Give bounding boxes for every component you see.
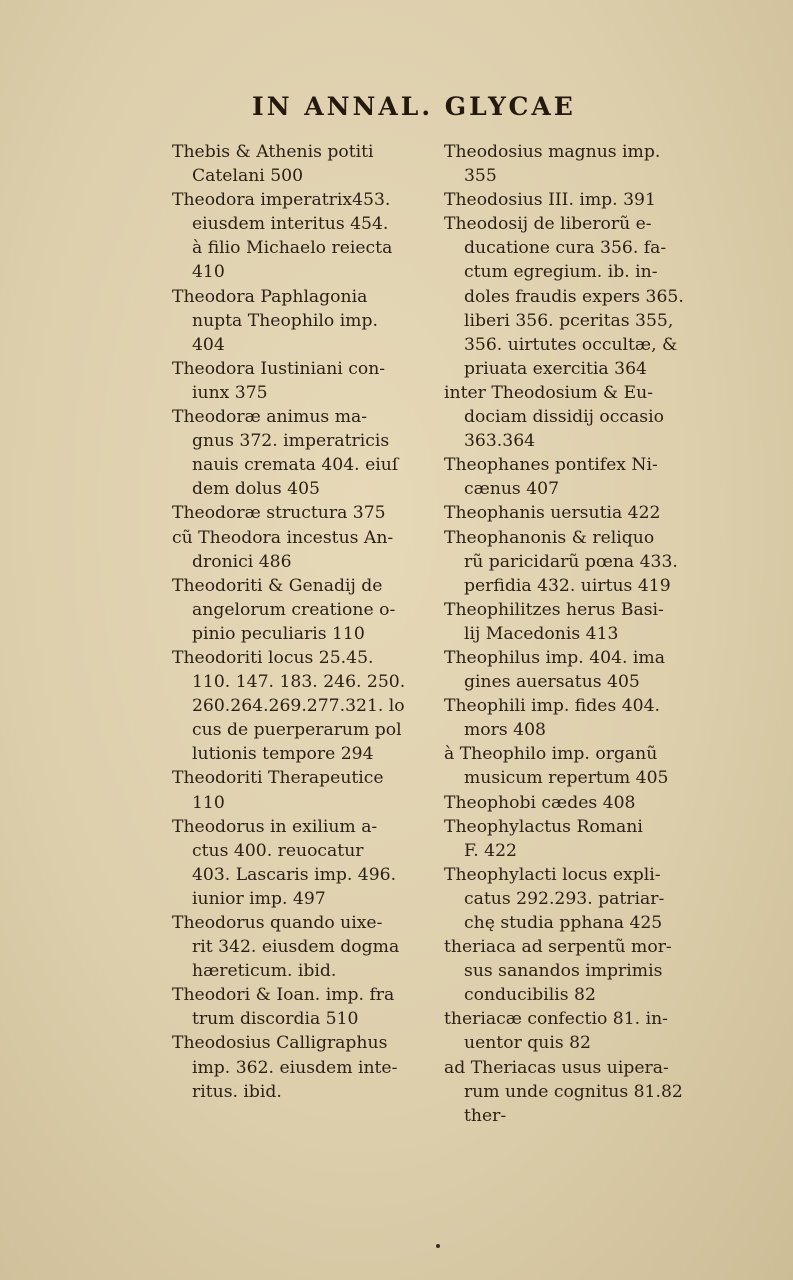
index-line: nupta Theophilo imp. xyxy=(192,310,378,331)
index-line: angelorum creatione o- xyxy=(192,599,396,620)
index-line: rum unde cognitus 81.82 xyxy=(464,1081,683,1102)
index-line: chę studia pphana 425 xyxy=(464,913,663,933)
index-line: rũ paricidarũ pœna 433. xyxy=(464,551,678,572)
index-entry xyxy=(444,1007,706,1055)
index-entry xyxy=(444,694,706,742)
index-line: Theodoriti locus 25.45. xyxy=(172,647,374,668)
index-line: liberi 356. pceritas 355, xyxy=(464,310,674,331)
index-line: Theophylactus Romani xyxy=(444,816,643,837)
index-line: Thebis & Athenis potiti xyxy=(172,142,374,162)
index-line: sus sanandos imprimis xyxy=(464,961,663,982)
index-entry xyxy=(444,815,706,863)
index-line: Theophanes pontifex Ni- xyxy=(444,455,658,476)
index-line: rit 342. eiusdem dogma xyxy=(192,937,400,958)
index-line: Theodoræ structura 375 xyxy=(172,503,386,524)
index-line: F. 422 xyxy=(464,840,517,861)
index-line: Theophilus imp. 404. ima xyxy=(444,647,665,668)
footer-dot xyxy=(436,1244,440,1248)
index-line: 260.264.269.277.321. lo xyxy=(192,696,405,717)
index-line: Theodora Paphlagonia xyxy=(172,286,368,307)
index-line: Theodori & Ioan. imp. fra xyxy=(172,985,395,1006)
index-line: theriaca ad serpentũ mor- xyxy=(444,937,672,958)
index-entry xyxy=(172,1031,434,1103)
index-line: ritus. ibid. xyxy=(192,1081,282,1102)
index-line: ad Theriacas usus uipera- xyxy=(444,1057,669,1078)
index-entry xyxy=(444,453,706,501)
index-line: theriacæ confectio 81. in- xyxy=(444,1009,668,1030)
index-line: Theodosius III. imp. 391 xyxy=(444,190,656,211)
index-line: 404 xyxy=(192,334,225,355)
index-entry xyxy=(444,1056,706,1128)
index-line: 110. 147. 183. 246. 250. xyxy=(192,672,406,693)
index-entry xyxy=(444,188,706,212)
index-line: Theodorus quando uixe- xyxy=(172,913,383,933)
index-entry xyxy=(444,935,706,1007)
index-line: Theophanis uersutia 422 xyxy=(444,503,661,524)
index-entry xyxy=(444,140,706,188)
index-line: Theophobi cædes 408 xyxy=(444,792,636,813)
index-line: Theophanonis & reliquo xyxy=(444,527,655,548)
index-line: imp. 362. eiusdem inte- xyxy=(192,1057,398,1078)
index-column-right xyxy=(444,140,706,1128)
index-entry xyxy=(172,766,434,814)
index-entry xyxy=(172,501,434,525)
index-entry xyxy=(444,791,706,815)
index-line: ctus 400. reuocatur xyxy=(192,840,364,861)
index-line: gines auersatus 405 xyxy=(464,672,640,693)
index-line: doles fraudis expers 365. xyxy=(464,286,684,307)
index-line: catus 292.293. patriar- xyxy=(464,888,665,909)
index-line: Theodoriti Therapeutice xyxy=(172,768,384,789)
index-line: uentor quis 82 xyxy=(464,1033,591,1054)
index-line: priuata exercitia 364 xyxy=(464,358,647,379)
index-entry xyxy=(172,815,434,911)
index-line: Theodoræ animus ma- xyxy=(172,407,368,428)
index-line: Theodorus in exilium a- xyxy=(172,816,378,837)
index-line: 356. uirtutes occultæ, & xyxy=(464,334,678,355)
index-entry xyxy=(444,526,706,598)
index-line: Theodosij de liberorũ e- xyxy=(444,214,652,235)
index-line: lutionis tempore 294 xyxy=(192,744,374,765)
index-line: Theodora imperatrix453. xyxy=(172,190,391,211)
index-entry xyxy=(172,574,434,646)
index-line: pinio peculiaris 110 xyxy=(192,623,365,644)
index-line: nauis cremata 404. eiuſ xyxy=(192,455,399,476)
index-line: à Theophilo imp. organũ xyxy=(444,744,658,765)
index-line: iunx 375 xyxy=(192,382,268,403)
index-entry xyxy=(172,285,434,357)
index-line: Theophylacti locus expli- xyxy=(444,864,661,885)
index-line: iunior imp. 497 xyxy=(192,888,326,909)
index-line: mors 408 xyxy=(464,720,546,741)
index-entry xyxy=(172,983,434,1031)
index-line: Theophili imp. fides 404. xyxy=(444,696,660,717)
index-entry xyxy=(444,212,706,381)
index-entry xyxy=(172,405,434,501)
index-entry xyxy=(172,911,434,983)
index-line: musicum repertum 405 xyxy=(464,768,669,789)
index-line: à filio Michaelo reiecta xyxy=(192,238,393,259)
index-line: Theodoriti & Genadij de xyxy=(172,575,383,596)
index-line: conducibilis 82 xyxy=(464,985,596,1006)
index-line: cus de puerperarum pol xyxy=(192,720,402,741)
index-line: lij Macedonis 413 xyxy=(464,623,619,644)
index-line: Theodosius Calligraphus xyxy=(172,1033,388,1054)
index-entry xyxy=(444,598,706,646)
index-line: dociam dissidij occasio xyxy=(464,407,664,428)
index-line: dem dolus 405 xyxy=(192,479,320,500)
index-column-left xyxy=(172,140,434,1104)
index-line: Catelani 500 xyxy=(192,166,304,187)
index-line: 403. Lascaris imp. 496. xyxy=(192,864,397,885)
index-line: ducatione cura 356. fa- xyxy=(464,238,667,259)
index-line: ctum egregium. ib. in- xyxy=(464,262,658,283)
index-line: inter Theodosium & Eu- xyxy=(444,382,654,403)
index-entry xyxy=(444,381,706,453)
index-entry xyxy=(172,357,434,405)
index-entry xyxy=(444,863,706,935)
index-entry xyxy=(444,501,706,525)
index-line: perfidia 432. uirtus 419 xyxy=(464,575,671,596)
index-entry xyxy=(444,742,706,790)
index-line: hæreticum. ibid. xyxy=(192,961,337,982)
index-line: 410 xyxy=(192,262,225,283)
index-line: 110 xyxy=(192,792,225,813)
index-line: Theodosius magnus imp. xyxy=(444,142,661,162)
index-entry xyxy=(172,140,434,188)
index-line: cænus 407 xyxy=(464,479,560,500)
index-line: cũ Theodora incestus An- xyxy=(172,527,394,548)
index-line: Theodora Iustiniani con- xyxy=(172,358,386,379)
index-line: trum discordia 510 xyxy=(192,1009,359,1030)
index-entry xyxy=(172,646,434,766)
index-line: 363.364 xyxy=(464,431,536,452)
index-entry xyxy=(172,188,434,284)
index-line: 355 xyxy=(464,166,497,187)
index-line: ther- xyxy=(464,1105,507,1126)
index-line: Theophilitzes herus Basi- xyxy=(444,599,664,620)
index-line: eiusdem interitus 454. xyxy=(192,214,389,235)
index-line: dronici 486 xyxy=(192,551,292,572)
index-entry xyxy=(444,646,706,694)
running-title: IN ANNAL. GLYCAE xyxy=(252,92,576,121)
index-entry xyxy=(172,526,434,574)
index-line: gnus 372. imperatricis xyxy=(192,431,390,452)
